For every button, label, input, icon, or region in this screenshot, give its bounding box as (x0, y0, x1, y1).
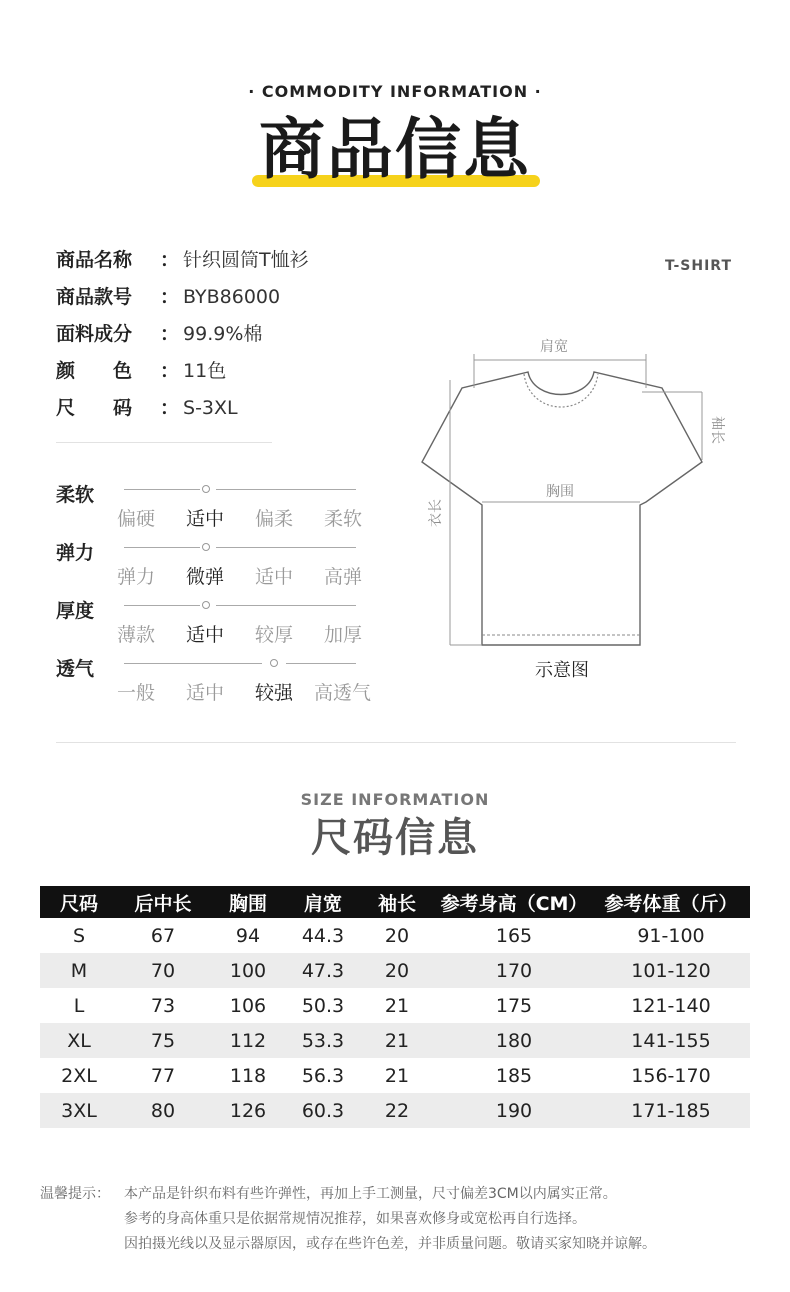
info-value: BYB86000 (183, 286, 281, 308)
table-cell: 175 (495, 994, 533, 1017)
attr-scale-line (124, 663, 262, 664)
attr-scale-line (216, 605, 356, 606)
attr-indicator-dot (202, 485, 210, 493)
table-cell: 70 (118, 953, 208, 988)
info-row-fabric (56, 320, 262, 348)
attr-option-selected: 适中 (186, 508, 225, 530)
table-cell: 47.3 (288, 953, 358, 988)
table-cell: S (72, 924, 86, 947)
info-label: 尺 码 (56, 397, 133, 419)
tshirt-outline (422, 372, 702, 645)
info-colon: ： (160, 360, 180, 382)
header-cell: 肩宽 (288, 886, 358, 918)
info-row-size (56, 394, 238, 422)
info-row-color (56, 357, 226, 385)
table-row (40, 1058, 750, 1093)
header-cell: 参考身高（CM） (436, 886, 592, 918)
table-row (40, 1023, 750, 1058)
section-divider (56, 742, 736, 743)
table-row (40, 918, 750, 953)
attr-thickness-title: 厚度 (56, 600, 95, 622)
attr-option: 适中 (255, 566, 294, 588)
info-label: 商品款号 (56, 286, 133, 308)
table-cell: 56.3 (301, 1064, 345, 1087)
attr-indicator-dot (270, 659, 278, 667)
attr-option-selected: 适中 (186, 624, 225, 646)
info-label: 面料成分 (56, 323, 133, 345)
attr-option: 薄款 (117, 624, 156, 646)
table-row (40, 988, 750, 1023)
attr-option: 弹力 (117, 566, 156, 588)
table-row (40, 1093, 750, 1128)
attr-option-selected: 微弹 (186, 566, 225, 588)
header-cell: 胸围 (208, 886, 288, 918)
table-cell: 180 (436, 1023, 592, 1058)
table-cell: 73 (150, 994, 176, 1017)
table-cell: 106 (229, 994, 267, 1017)
attr-option: 柔软 (324, 508, 363, 530)
table-cell: XL (40, 1023, 118, 1058)
attr-option: 偏硬 (117, 508, 156, 530)
page-title: 商品信息 (259, 111, 531, 188)
info-row-sku (56, 283, 280, 311)
tips-line: 因拍摄光线以及显示器原因，或存在些许色差，并非质量问题。敬请买家知晓并谅解。 (124, 1236, 656, 1252)
info-colon: ： (160, 323, 180, 345)
table-cell: 185 (495, 1064, 533, 1087)
tips-label: 温馨提示： (40, 1186, 110, 1202)
table-cell: 20 (358, 953, 436, 988)
table-cell: 21 (358, 1023, 436, 1058)
table-cell: 170 (436, 953, 592, 988)
table-cell: 21 (384, 1064, 410, 1087)
size-title: 尺码信息 (311, 815, 479, 861)
shoulder-label: 肩宽 (540, 339, 568, 355)
table-cell: 53.3 (288, 1023, 358, 1058)
info-value: S-3XL (183, 397, 238, 419)
sleeve-label: 袖长 (709, 416, 725, 444)
table-cell: 126 (208, 1093, 288, 1128)
tips-line: 本产品是针织布料有些许弹性，再加上手工测量，尺寸偏差3CM以内属实正常。 (124, 1186, 617, 1202)
table-cell: 112 (208, 1023, 288, 1058)
table-cell: 165 (495, 924, 533, 947)
attr-option: 加厚 (324, 624, 363, 646)
info-value: 11色 (183, 360, 227, 382)
table-cell: 67 (150, 924, 176, 947)
table-cell: 44.3 (301, 924, 345, 947)
table-cell: 94 (235, 924, 261, 947)
info-row-name (56, 246, 309, 274)
length-label: 衣长 (428, 499, 444, 527)
info-value: 针织圆筒T恤衫 (183, 249, 309, 271)
attr-option: 高弹 (324, 566, 363, 588)
info-value: 99.9%棉 (183, 323, 263, 345)
table-row (40, 953, 750, 988)
attr-option: 一般 (117, 682, 156, 704)
header-cell: 袖长 (358, 886, 436, 918)
info-colon: ： (160, 249, 180, 271)
attr-scale-line (216, 489, 356, 490)
attr-option: 较厚 (255, 624, 294, 646)
header-cell: 尺码 (40, 886, 118, 918)
chest-label: 胸围 (546, 484, 574, 500)
table-cell: 50.3 (301, 994, 345, 1017)
table-cell: 118 (229, 1064, 267, 1087)
tshirt-collar (524, 374, 598, 407)
diagram-caption: 示意图 (535, 660, 589, 681)
size-eyebrow: SIZE INFORMATION (300, 790, 490, 809)
table-cell: M (40, 953, 118, 988)
table-cell: 21 (384, 994, 410, 1017)
table-cell: 141-155 (592, 1023, 750, 1058)
table-cell: L (73, 994, 85, 1017)
attr-option: 偏柔 (255, 508, 294, 530)
attr-indicator-dot (202, 601, 210, 609)
attr-indicator-dot (202, 543, 210, 551)
table-cell: 156-170 (631, 1064, 711, 1087)
table-cell: 3XL (40, 1093, 118, 1128)
table-cell: 80 (118, 1093, 208, 1128)
table-cell: 20 (384, 924, 410, 947)
info-colon: ： (160, 286, 180, 308)
table-cell: 190 (436, 1093, 592, 1128)
info-label: 颜 色 (56, 360, 133, 382)
info-divider (56, 442, 272, 443)
title-wrap (0, 110, 790, 189)
tips-line: 参考的身高体重只是依据常规情况推荐，如果喜欢修身或宽松再自行选择。 (124, 1211, 586, 1227)
table-cell: 77 (150, 1064, 176, 1087)
attr-option-selected: 较强 (255, 682, 294, 704)
info-colon: ： (160, 397, 180, 419)
attr-option: 适中 (186, 682, 225, 704)
tshirt-tag: T-SHIRT (665, 258, 733, 274)
attr-scale-line (124, 489, 200, 490)
attr-breathability-title: 透气 (56, 658, 95, 680)
table-cell: 171-185 (592, 1093, 750, 1128)
info-label: 商品名称 (56, 249, 133, 271)
table-cell: 91-100 (637, 924, 705, 947)
attr-option: 高透气 (314, 682, 372, 704)
table-cell: 75 (118, 1023, 208, 1058)
table-cell: 22 (358, 1093, 436, 1128)
attr-scale-line (124, 605, 200, 606)
table-cell: 60.3 (288, 1093, 358, 1128)
commodity-eyebrow: · COMMODITY INFORMATION · (248, 82, 542, 101)
table-cell: 121-140 (631, 994, 711, 1017)
attr-elasticity-title: 弹力 (56, 542, 95, 564)
size-table-header (40, 886, 750, 918)
tshirt-diagram (410, 330, 740, 681)
table-cell: 2XL (61, 1064, 97, 1087)
attr-scale-line (124, 547, 200, 548)
attr-softness-title: 柔软 (56, 484, 95, 506)
table-cell: 101-120 (592, 953, 750, 988)
table-cell: 100 (208, 953, 288, 988)
attr-scale-line (286, 663, 356, 664)
header-cell: 参考体重（斤） (592, 886, 750, 918)
attr-scale-line (216, 547, 356, 548)
size-table (40, 886, 750, 1128)
header-cell: 后中长 (118, 886, 208, 918)
